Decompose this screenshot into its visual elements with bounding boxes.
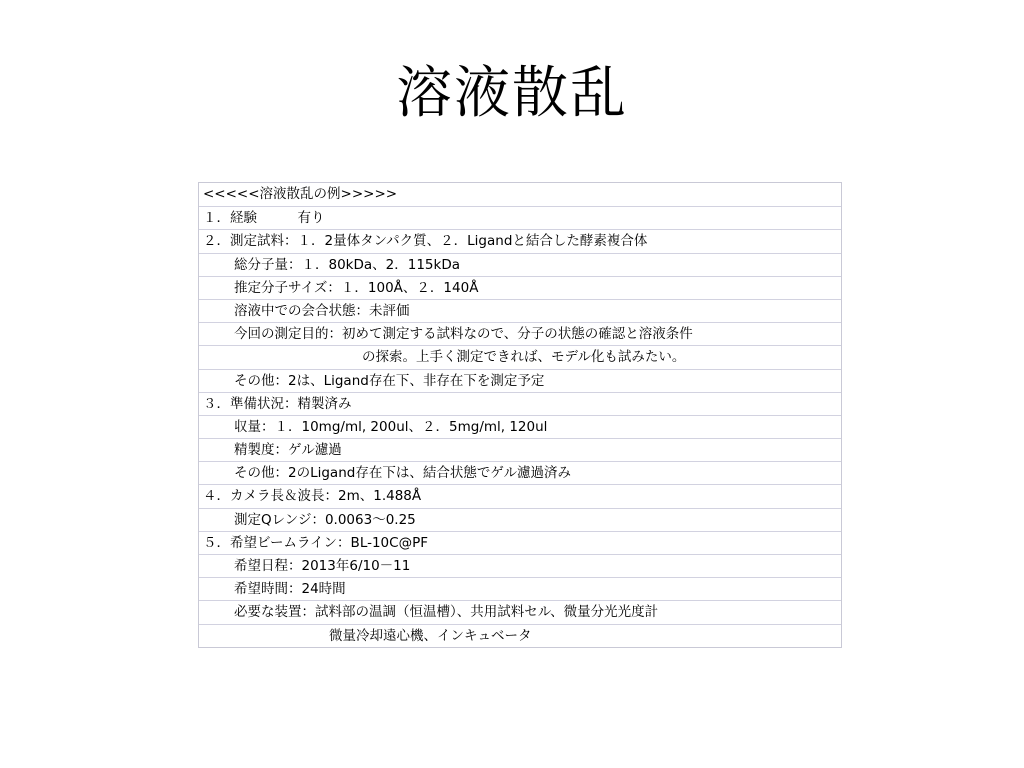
table-row-equipment: 必要な装置：試料部の温調（恒温槽）、共用試料セル、微量分光光度計	[199, 600, 841, 623]
table-row-other-2: その他：2のLigand存在下は、結合状態でゲル濾過済み	[199, 461, 841, 484]
table-row-sample: ２．測定試料：１．2量体タンパク質、２．Ligandと結合した酵素複合体	[199, 229, 841, 252]
table-row-camera-wavelength: ４．カメラ長＆波長：2m、1.488Å	[199, 484, 841, 507]
table-row-header: <<<<<溶液散乱の例>>>>>	[203, 186, 398, 202]
table-row-molecular-weight: 総分子量：１．80kDa、2．115kDa	[199, 253, 841, 276]
table-row-experience: １．経験 有り	[199, 206, 841, 229]
table-row-beamline: ５．希望ビームライン：BL-10C@PF	[199, 531, 841, 554]
table-row-purpose: 今回の測定目的：初めて測定する試料なので、分子の状態の確認と溶液条件	[199, 322, 841, 345]
table-row-q-range: 測定Qレンジ：0.0063～0.25	[199, 508, 841, 531]
table-row-preparation: ３．準備状況：精製済み	[199, 392, 841, 415]
table-row-purity: 精製度：ゲル濾過	[199, 438, 841, 461]
table-row-equipment-continued: 微量冷却遠心機、インキュベータ	[199, 624, 841, 647]
table-row-yield: 収量：１．10mg/ml, 200ul、２．5mg/ml, 120ul	[199, 415, 841, 438]
content-table	[198, 182, 842, 648]
table-row-time: 希望時間：24時間	[199, 577, 841, 600]
table-row-purpose-continued: の探索。上手く測定できれば、モデル化も試みたい。	[199, 345, 841, 368]
table-row-molecular-size: 推定分子サイズ：１．100Å、２．140Å	[199, 276, 841, 299]
table-row-other-1: その他：2は、Ligand存在下、非存在下を測定予定	[199, 369, 841, 392]
table-row-schedule: 希望日程：2013年6/10－11	[199, 554, 841, 577]
table-row-association-state: 溶液中での会合状態：未評価	[199, 299, 841, 322]
slide-title: 溶液散乱	[396, 61, 628, 126]
